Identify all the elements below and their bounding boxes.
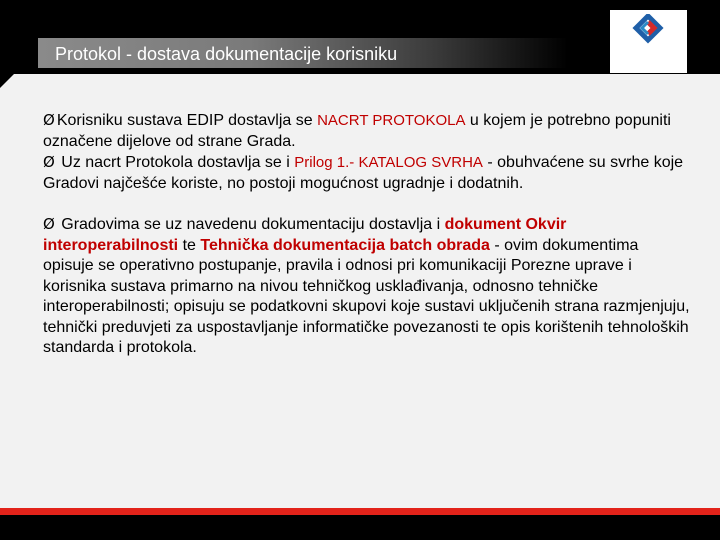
organization-logo-icon	[627, 14, 669, 48]
p1-text-c: u kojem je potrebno popuniti označene dijelove od strane Grada.	[43, 112, 671, 150]
p2-text-a: Uz nacrt Protokola dostavlja se i	[56, 154, 295, 171]
arrow-bullet-icon: Ø	[43, 111, 55, 129]
bullet-paragraph-3	[43, 214, 693, 359]
p3-text-c: te	[178, 236, 201, 254]
arrow-bullet-icon: Ø	[43, 153, 55, 171]
p3-highlight-1: dokument Okvir interoperabilnosti	[43, 216, 567, 254]
p3-highlight-2: Tehnička dokumentacija batch obrada	[200, 236, 490, 254]
body-text	[43, 110, 693, 359]
p2-text-c: - obuhvaćene su svrhe koje Gradovi najčešće koriste, no postoji mogućnost ugradnje i dodatnih.	[43, 154, 684, 192]
footer-red-bar	[0, 508, 720, 515]
p3-text-a: Gradovima se uz navedenu dokumentaciju dostavlja i	[56, 216, 445, 233]
arrow-bullet-icon: Ø	[43, 215, 55, 233]
p3-text-e: - ovim dokumentima opisuje se operativno postupanje, pravila i odnosi pri komunikaciji Porezne uprave i korisnika sustava primarno na nivou tehničkog usklađivanja, odnosno tehničke interoperabilnosti; opisuju se podatkovni skupovi koje sustavi uključenih strana razmjenjuju, tehnički preduvjeti za uspostavljanje informatičke povezanosti te opis korištenih tehnoloških standarda i protokola.	[43, 236, 690, 356]
footer-band	[0, 515, 720, 540]
slide-title: Protokol - dostava dokumentacije korisniku	[55, 44, 398, 64]
p2-highlight: Prilog 1.- KATALOG SVRHA	[294, 154, 483, 171]
bullet-paragraph-2	[43, 152, 693, 194]
p1-text-a: Korisniku sustava EDIP dostavlja se	[56, 112, 318, 129]
paragraph-gap	[43, 194, 693, 214]
p1-highlight: NACRT PROTOKOLA	[317, 112, 466, 129]
bullet-paragraph-1	[43, 110, 693, 152]
